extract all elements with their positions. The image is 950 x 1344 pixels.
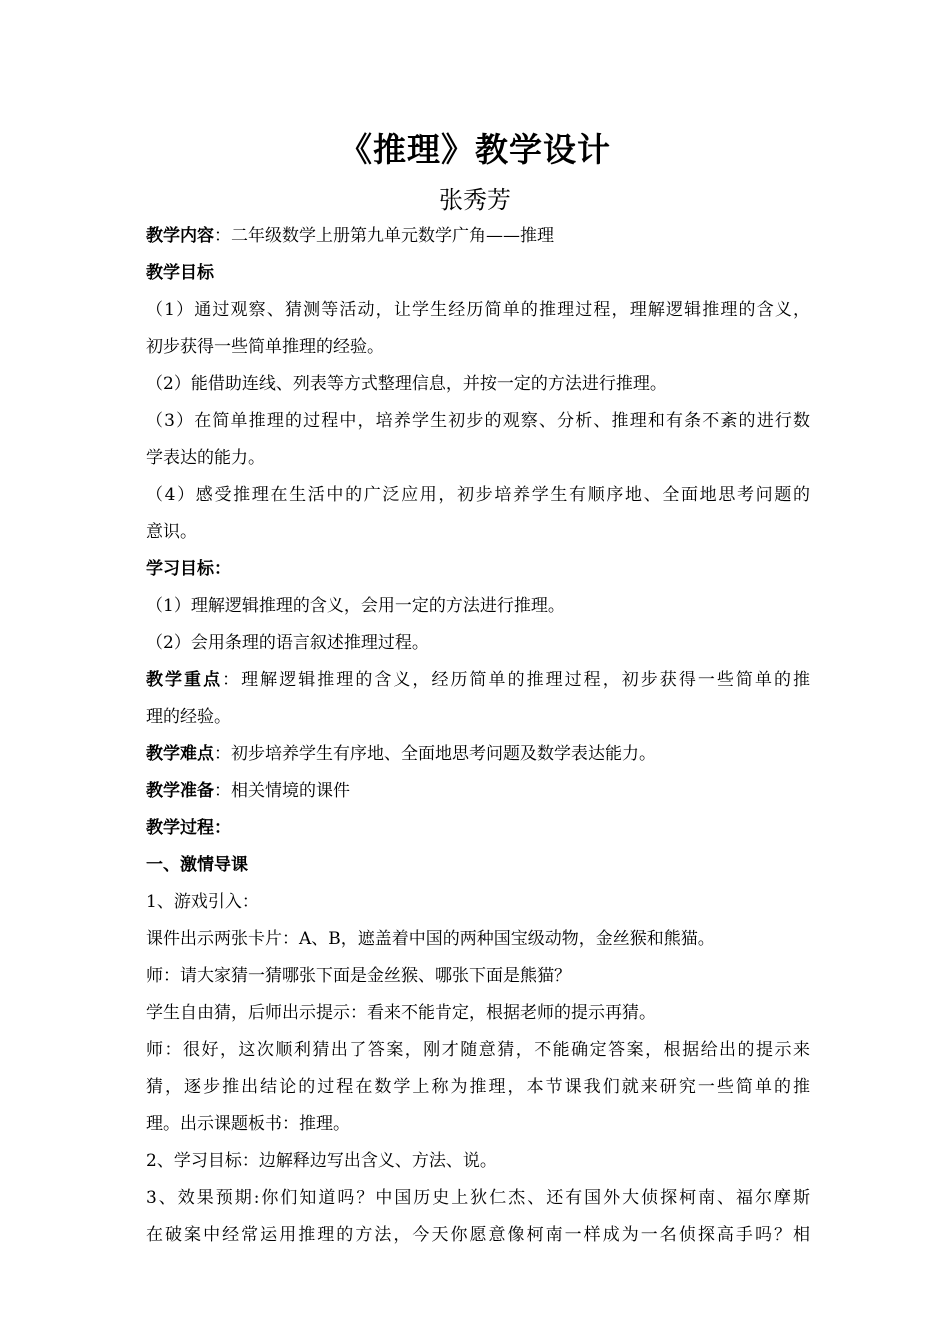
- document-title: 《推理》教学设计: [339, 130, 611, 169]
- teaching-goals-heading: 教学目标: [146, 263, 214, 283]
- goal-1-line-2: 初步获得一些简单推理的经验。: [146, 337, 384, 357]
- teaching-content-label: 教学内容: [146, 226, 214, 246]
- key-point-text: ：理解逻辑推理的含义，经历简单的推理过程，初步获得一些简单的推: [222, 670, 811, 690]
- goal-4-line-2: 意识。: [146, 522, 197, 542]
- paragraph-3: 师：请大家猜一猜哪张下面是金丝猴、哪张下面是熊猫？: [146, 966, 571, 986]
- learning-goal-2: （2）会用条理的语言叙述推理过程。: [146, 633, 429, 653]
- paragraph-5-line-3: 理。出示课题板书：推理。: [146, 1114, 350, 1134]
- teaching-content-text: ：二年级数学上册第九单元数学广角——推理: [214, 226, 554, 246]
- key-point-line-2: 理的经验。: [146, 707, 231, 727]
- paragraph-1: 1、游戏引入：: [146, 892, 259, 912]
- paragraph-5-line-2: 猜，逐步推出结论的过程在数学上称为推理，本节课我们就来研究一些简单的推: [146, 1077, 810, 1097]
- learning-goals-heading: 学习目标：: [146, 559, 231, 579]
- difficulty-label: 教学难点: [146, 744, 214, 764]
- goal-3-line-1: （3）在简单推理的过程中，培养学生初步的观察、分析、推理和有条不紊的进行数: [146, 411, 810, 431]
- preparation-text: ：相关情境的课件: [214, 781, 350, 801]
- goal-4-line-1: （4）感受推理在生活中的广泛应用，初步培养学生有顺序地、全面地思考问题的: [146, 485, 810, 505]
- preparation-label: 教学准备: [146, 781, 214, 801]
- goal-2: （2）能借助连线、列表等方式整理信息，并按一定的方法进行推理。: [146, 374, 667, 394]
- process-heading: 教学过程：: [146, 818, 231, 838]
- document-body: [146, 218, 810, 1254]
- preparation-line: [146, 773, 810, 810]
- section-1-heading: 一、激情导课: [146, 855, 248, 875]
- learning-goal-1: （1）理解逻辑推理的含义，会用一定的方法进行推理。: [146, 596, 565, 616]
- difficulty-text: ：初步培养学生有序地、全面地思考问题及数学表达能力。: [214, 744, 656, 764]
- goal-1-line-1: （1）通过观察、猜测等活动，让学生经历简单的推理过程，理解逻辑推理的含义，: [146, 300, 810, 320]
- paragraph-2: 课件出示两张卡片：A、B，遮盖着中国的两种国宝级动物，金丝猴和熊猫。: [146, 929, 715, 949]
- key-point-label: 教学重点: [146, 670, 223, 690]
- paragraph-7-line-2: 在破案中经常运用推理的方法，今天你愿意像柯南一样成为一名侦探高手吗？相: [146, 1225, 810, 1245]
- difficulty-line: [146, 736, 810, 773]
- teaching-content-line: [146, 218, 810, 255]
- paragraph-4: 学生自由猜，后师出示提示：看来不能肯定，根据老师的提示再猜。: [146, 1003, 656, 1023]
- goal-3-line-2: 学表达的能力。: [146, 448, 265, 468]
- key-point-line-1: [146, 662, 810, 699]
- paragraph-6: 2、学习目标：边解释边写出含义、方法、说。: [146, 1151, 497, 1171]
- document-author: 张秀芳: [439, 186, 511, 214]
- paragraph-5-line-1: 师：很好，这次顺利猜出了答案，刚才随意猜，不能确定答案，根据给出的提示来: [146, 1040, 810, 1060]
- paragraph-7-line-1: 3、效果预期:你们知道吗？中国历史上狄仁杰、还有国外大侦探柯南、福尔摩斯: [146, 1188, 810, 1208]
